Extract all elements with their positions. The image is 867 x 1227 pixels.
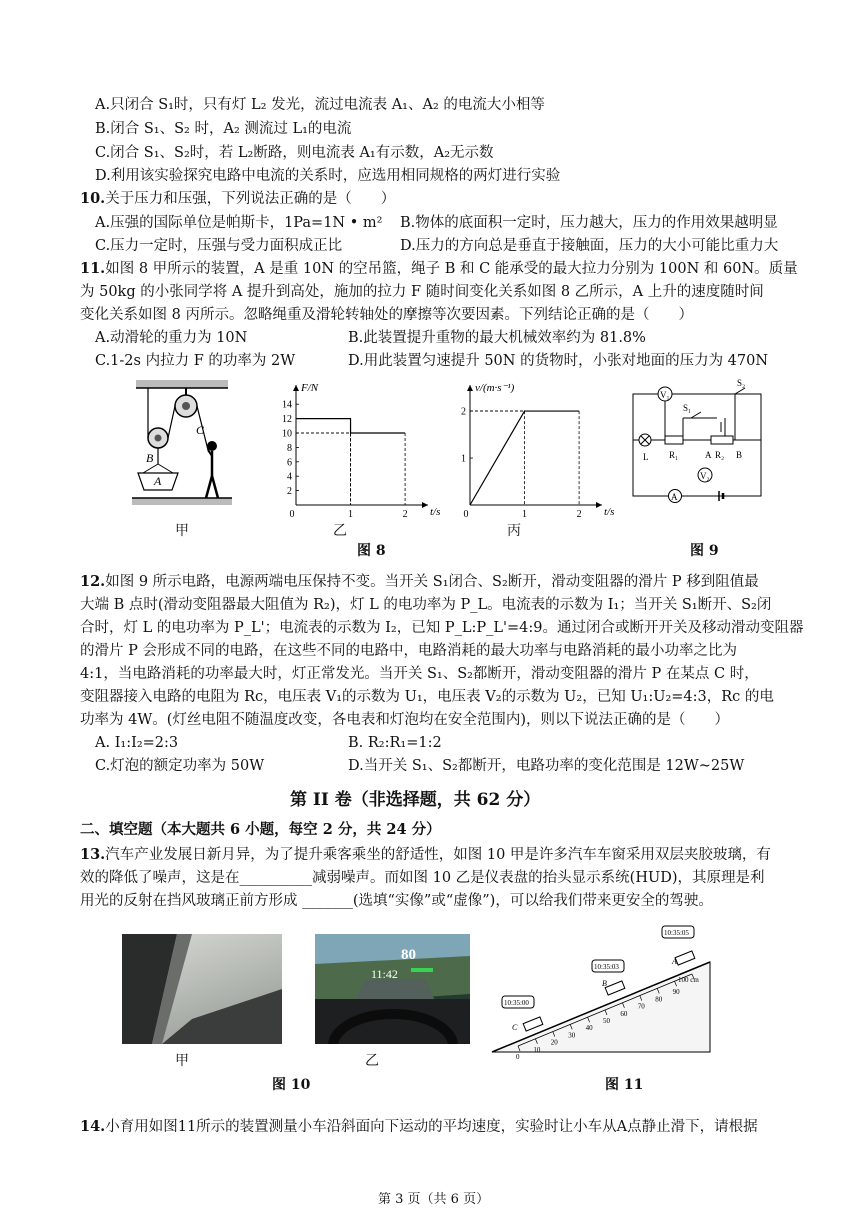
question-stem: 关于压力和压强，下列说法正确的是（ ） xyxy=(105,191,396,207)
svg-text:R₂: R₂ xyxy=(715,450,725,460)
q12-option-d: D.当开关 S₁、S₂都断开，电路功率的变化范围是 12W~25W xyxy=(348,758,745,774)
resistor-r1 xyxy=(665,436,683,444)
question-13 xyxy=(80,845,771,865)
q9-option-b: B.闭合 S₁、S₂ 时，A₂ 测流过 L₁的电流 xyxy=(95,121,352,137)
label-a: A xyxy=(154,474,162,488)
x-tick-label: 0 xyxy=(463,509,469,520)
svg-text:A: A xyxy=(705,450,712,460)
q12-option-c: C.灯泡的额定功率为 50W xyxy=(95,758,265,774)
question-number: 11. xyxy=(80,260,106,277)
fig9-caption: 图 9 xyxy=(690,543,719,559)
question-line: 汽车产业发展日新月异，为了提升乘客乘坐的舒适性，如图 10 甲是许多汽车车窗采用双层夹胶玻璃，有 xyxy=(105,847,771,863)
svg-text:S₁: S₁ xyxy=(683,403,692,413)
question-line: 如图 9 所示电路，电源两端电压保持不变。当开关 S₁闭合、S₂断开，滑动变阻器的滑片 P 移到阻值最 xyxy=(105,574,759,590)
q12-option-a: A. I₁:I₂=2:3 xyxy=(95,735,179,751)
q10-option-b: B.物体的底面积一定时，压力越大，压力的作用效果越明显 xyxy=(400,215,778,231)
fig8-label-yi: 乙 xyxy=(333,523,347,539)
svg-text:S₂: S₂ xyxy=(737,378,746,388)
y-tick-label: 2 xyxy=(287,486,292,498)
cart-b xyxy=(605,981,625,995)
question-number: 13. xyxy=(80,846,106,863)
x-tick-label: 2 xyxy=(576,509,582,520)
velocity-time-graph xyxy=(442,380,622,520)
fig8-caption: 图 8 xyxy=(357,543,386,559)
switch-s1 xyxy=(691,412,701,418)
q9-option-c: C.闭合 S₁、S₂时，若 L₂断路，则电流表 A₁有示数，A₂无示数 xyxy=(95,145,494,161)
x-tick-label: 0 xyxy=(289,509,295,520)
question-number: 14. xyxy=(80,1118,106,1135)
force-time-graph xyxy=(268,380,443,520)
y-tick-label: 2 xyxy=(461,406,466,418)
question-line: 用光的反射在挡风玻璃正前方形成 _______(选填“实像”或“虚像”)，可以给我们带来更安全的驾驶。 xyxy=(80,893,713,909)
question-line: 4:1，当电路消耗的功率最大时，灯正常发光。当开关 S₁、S₂都断开，滑动变阻器的滑片 P 在某点 C 时， xyxy=(80,666,759,682)
q10-option-c: C.压力一定时，压强与受力面积成正比 xyxy=(95,238,343,254)
question-number: 10. xyxy=(80,190,106,207)
cart-c xyxy=(523,1017,543,1031)
rheostat-r2 xyxy=(711,436,733,444)
question-line: 合时，灯 L 的电功率为 P_L'；电流表的示数为 I₂，已知 P_L:P_L'=4:9。通过闭合或断开开关及移动滑动变阻器 xyxy=(80,620,804,636)
pulley-apparatus-figure xyxy=(128,378,238,513)
section-title: 第 II 卷（非选择题，共 62 分） xyxy=(290,790,541,810)
q11-option-a: A.动滑轮的重力为 10N xyxy=(95,330,248,346)
svg-text:R₁: R₁ xyxy=(669,450,679,460)
question-line: 小育用如图11所示的装置测量小车沿斜面向下运动的平均速度，实验时让小车从A点静止滑下，请根据 xyxy=(105,1119,758,1135)
ruler-tick-label: 50 xyxy=(603,1017,610,1025)
hud-speed: 80 xyxy=(401,947,416,963)
y-tick-label: 1 xyxy=(461,453,466,465)
x-axis-arrow xyxy=(422,502,428,508)
q9-option-d: D.利用该实验探究电路中电流的关系时，应选用相同规格的两灯进行实验 xyxy=(95,168,561,184)
svg-text:B: B xyxy=(736,450,743,460)
fig10-label-jia: 甲 xyxy=(175,1053,189,1069)
q11-option-d: D.用此装置匀速提升 50N 的货物时，小张对地面的压力为 470N xyxy=(348,353,769,369)
hud-dashboard-photo xyxy=(315,934,470,1044)
question-line: 如图 8 甲所示的装置，A 是重 10N 的空吊篮，绳子 B 和 C 能承受的最大拉力分别为 100N 和 60N。质量 xyxy=(105,261,798,277)
fig11-caption: 图 11 xyxy=(605,1077,644,1093)
ruler-tick-label: 80 xyxy=(655,995,663,1004)
y-axis-arrow xyxy=(467,385,473,391)
svg-text:10:35:00: 10:35:00 xyxy=(504,999,529,1007)
x-axis-label: t/s xyxy=(604,506,615,518)
svg-text:V₁: V₁ xyxy=(660,390,670,400)
svg-text:10:35:05: 10:35:05 xyxy=(664,929,689,937)
floor-hatch xyxy=(132,498,232,505)
question-line: 效的降低了噪声，这是在__________减弱噪声。而如图 10 乙是仪表盘的抬头显示系统(HUD)，其原理是利 xyxy=(80,870,765,886)
svg-text:V₂: V₂ xyxy=(700,471,710,481)
switch-s2 xyxy=(735,388,745,394)
cart-a xyxy=(675,951,695,965)
ruler-tick-label: 70 xyxy=(637,1002,645,1011)
question-10 xyxy=(80,189,395,209)
svg-text:10:35:03: 10:35:03 xyxy=(594,963,619,971)
point-c: C xyxy=(512,1023,518,1032)
question-line: 变化关系如图 8 丙所示。忽略绳重及滑轮转轴处的摩擦等次要因素。下列结论正确的是（ ） xyxy=(80,307,693,323)
ruler-tick-label: 60 xyxy=(620,1009,628,1018)
ruler-tick-label: 40 xyxy=(585,1024,593,1033)
x-axis-label: t/s xyxy=(430,506,441,518)
q11-option-b: B.此装置提升重物的最大机械效率约为 81.8% xyxy=(348,330,646,346)
hud-time: 11:42 xyxy=(371,967,398,981)
question-11 xyxy=(80,259,798,279)
ruler-tick-label: 20 xyxy=(550,1038,558,1047)
y-tick-label: 4 xyxy=(287,471,292,483)
question-line: 的滑片 P 会形成不同的电路，在这些不同的电路中，电路消耗的最大功率与电路消耗的最小功率之比为 xyxy=(80,643,737,659)
q11-option-c: C.1-2s 内拉力 F 的功率为 2W xyxy=(95,353,296,369)
y-tick-label: 12 xyxy=(282,414,292,426)
ruler-tick-label: 10 xyxy=(533,1045,541,1054)
label-c: C xyxy=(196,423,205,437)
circuit-diagram-fig9 xyxy=(625,378,770,506)
y-axis-arrow xyxy=(293,385,299,391)
ruler-tick-label: 0 xyxy=(516,1053,520,1060)
question-number: 12. xyxy=(80,573,106,590)
q10-option-a: A.压强的国际单位是帕斯卡，1Pa=1N • m² xyxy=(95,215,383,231)
q12-option-b: B. R₂:R₁=1:2 xyxy=(348,735,442,751)
section-subtitle: 二、填空题（本大题共 6 小题，每空 2 分，共 24 分） xyxy=(80,821,441,838)
page-footer: 第 3 页（共 6 页） xyxy=(378,1192,490,1207)
inclined-plane-figure xyxy=(490,920,720,1060)
ceiling-hatch xyxy=(136,380,228,388)
question-14 xyxy=(80,1117,758,1137)
y-tick-label: 8 xyxy=(287,442,292,454)
y-tick-label: 6 xyxy=(287,457,292,469)
fig8-label-jia: 甲 xyxy=(175,523,189,539)
x-tick-label: 1 xyxy=(522,509,528,520)
question-line: 功率为 4W。(灯丝电阻不随温度改变，各电表和灯泡均在安全范围内)，则以下说法正确的是（ ） xyxy=(80,712,730,728)
x-tick-label: 1 xyxy=(348,509,354,520)
y-tick-label: 14 xyxy=(282,399,292,411)
question-12 xyxy=(80,572,759,592)
svg-text:L: L xyxy=(643,452,649,462)
point-b: B xyxy=(602,979,607,988)
y-axis-label: F/N xyxy=(301,382,319,394)
svg-text:A: A xyxy=(671,492,678,502)
x-axis-arrow xyxy=(596,502,602,508)
point-a: A xyxy=(672,957,677,966)
ruler-tick-label: 30 xyxy=(568,1031,576,1040)
fig10-caption: 图 10 xyxy=(272,1077,311,1093)
fig10-label-yi: 乙 xyxy=(365,1053,379,1069)
question-line: 变阻器接入电路的电阻为 Rc，电压表 V₁的示数为 U₁，电压表 V₂的示数为 U₂，已知 U₁:U₂=4:3，Rc 的电 xyxy=(80,689,774,705)
scale-unit: 100 cm xyxy=(678,976,699,984)
y-tick-label: 10 xyxy=(282,428,292,440)
label-b: B xyxy=(146,451,154,465)
ruler-tick-label: 90 xyxy=(672,988,680,997)
q10-option-d: D.压力的方向总是垂直于接触面，压力的大小可能比重力大 xyxy=(400,238,779,254)
person-head xyxy=(207,441,217,451)
y-axis-label: v/(m·s⁻¹) xyxy=(475,382,515,394)
car-window-photo xyxy=(122,934,282,1044)
fig8-label-bing: 丙 xyxy=(507,523,521,539)
x-tick-label: 2 xyxy=(402,509,408,520)
question-line: 大端 B 点时(滑动变阻器最大阻值为 R₂)，灯 L 的电功率为 P_L。电流表的示数为 I₁；当开关 S₁断开、S₂闭 xyxy=(80,597,772,613)
q9-option-a: A.只闭合 S₁时，只有灯 L₂ 发光，流过电流表 A₁、A₂ 的电流大小相等 xyxy=(95,97,545,113)
question-line: 为 50kg 的小张同学将 A 提升到高处，施加的拉力 F 随时间变化关系如图 8 乙所示，A 上升的速度随时间 xyxy=(80,284,764,300)
